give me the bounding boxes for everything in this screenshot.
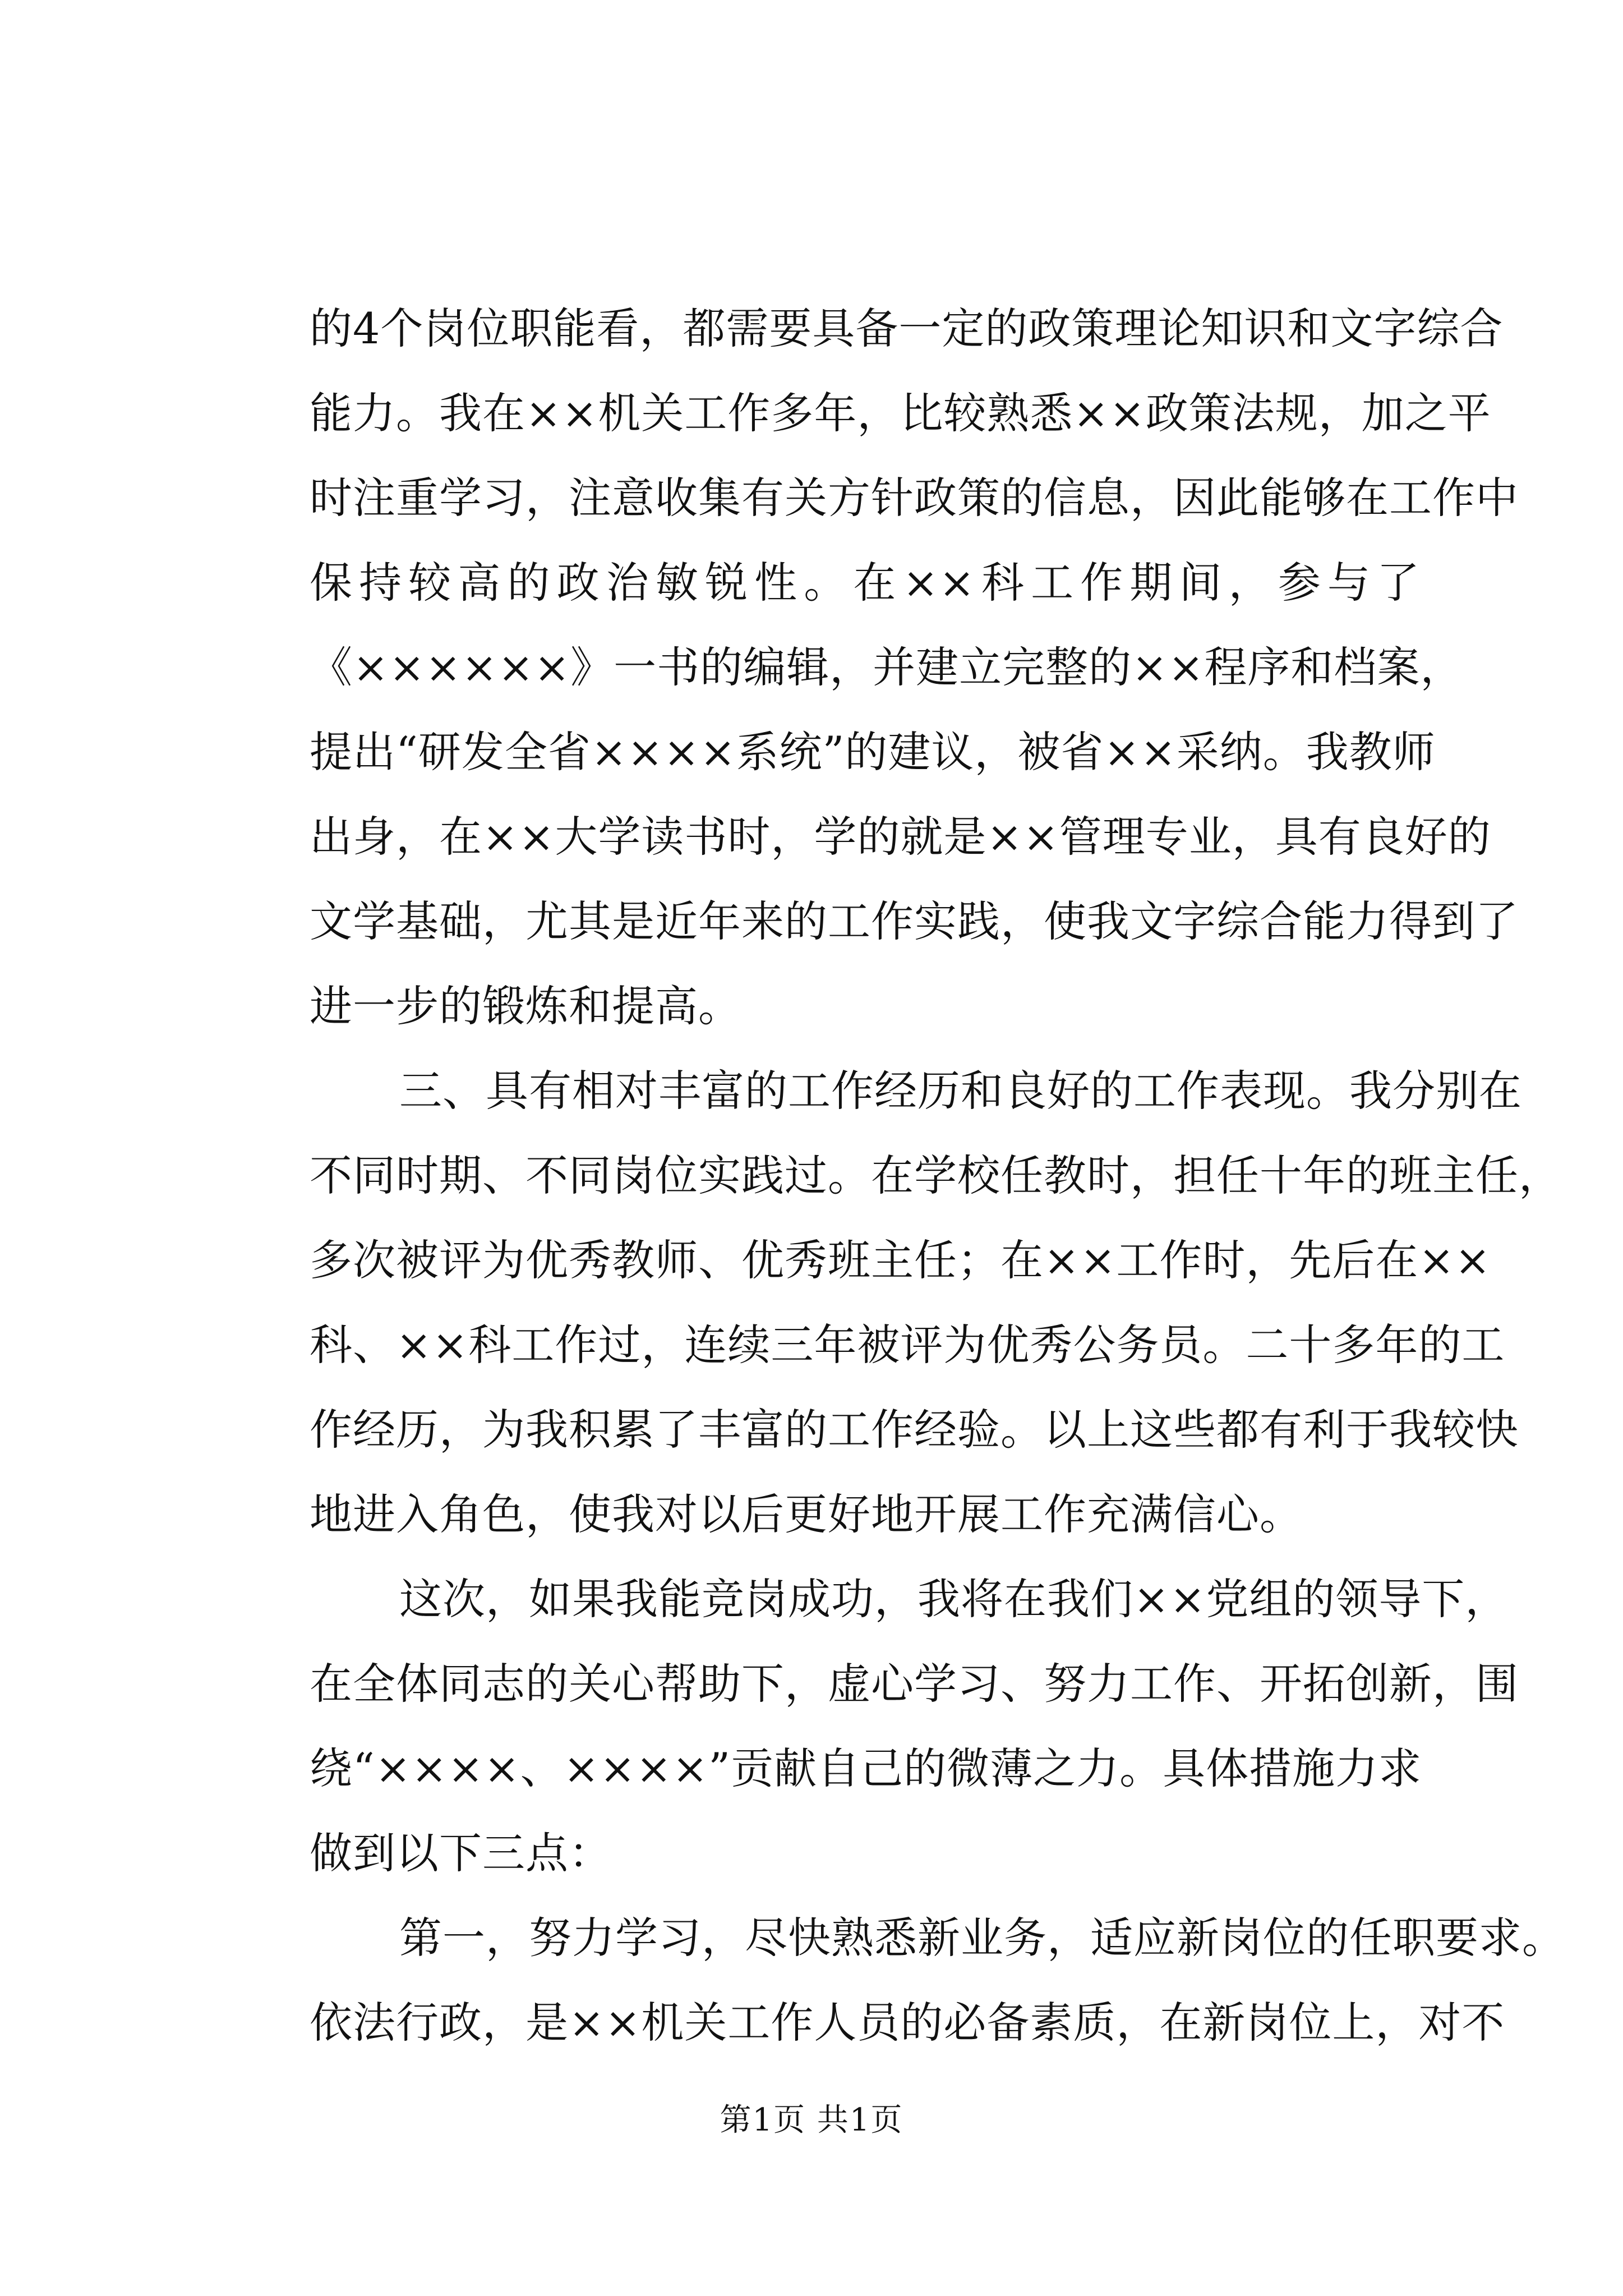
paragraph-line: 不同时期、不同岗位实践过。在学校任教时，担任十年的班主任， — [310, 1151, 1562, 1200]
paragraph-line: 提出“研发全省××××系统”的建议，被省××采纳。我教师 — [310, 727, 1436, 777]
paragraph-line: 出身，在××大学读书时，学的就是××管理专业，具有良好的 — [310, 812, 1491, 862]
paragraph-line: 文学基础，尤其是近年来的工作实践，使我文字综合能力得到了 — [310, 896, 1519, 946]
document-body — [310, 286, 1565, 2065]
paragraph-line: 绕“××××、××××”贡献自己的微薄之力。具体措施力求 — [310, 1743, 1422, 1793]
page-number-footer: 第1页 共1页 — [720, 2102, 903, 2138]
paragraph-line: 多次被评为优秀教师、优秀班主任；在××工作时，先后在×× — [310, 1235, 1491, 1285]
paragraph-line: 三、具有相对丰富的工作经历和良好的工作表现。我分别在 — [399, 1066, 1522, 1116]
paragraph-line: 能力。我在××机关工作多年，比较熟悉××政策法规，加之平 — [310, 388, 1491, 438]
paragraph-line: 保持较高的政治敏锐性。在××科工作期间，参与了 — [310, 558, 1420, 608]
paragraph-line: 在全体同志的关心帮助下，虚心学习、努力工作、开拓创新，围 — [310, 1659, 1519, 1709]
paragraph-line: 做到以下三点： — [310, 1828, 612, 1878]
paragraph-line: 进一步的锻炼和提高。 — [310, 981, 741, 1031]
paragraph-line: 第一，努力学习，尽快熟悉新业务，适应新岗位的任职要求。 — [399, 1913, 1565, 1963]
paragraph-line: 这次，如果我能竞岗成功，我将在我们××党组的领导下， — [399, 1574, 1509, 1624]
paragraph-line: 作经历，为我积累了丰富的工作经验。以上这些都有利于我较快 — [310, 1405, 1519, 1455]
paragraph-line: 地进入角色，使我对以后更好地开展工作充满信心。 — [310, 1489, 1303, 1539]
paragraph-line: 《××××××》一书的编辑，并建立完整的××程序和档案， — [310, 642, 1464, 692]
paragraph-line: 的4个岗位职能看，都需要具备一定的政策理论知识和文字综合 — [310, 303, 1504, 353]
paragraph-line: 科、××科工作过，连续三年被评为优秀公务员。二十多年的工 — [310, 1320, 1505, 1370]
paragraph-line: 依法行政，是××机关工作人员的必备素质，在新岗位上，对不 — [310, 1998, 1505, 2047]
paragraph-line: 时注重学习，注意收集有关方针政策的信息，因此能够在工作中 — [310, 473, 1519, 523]
